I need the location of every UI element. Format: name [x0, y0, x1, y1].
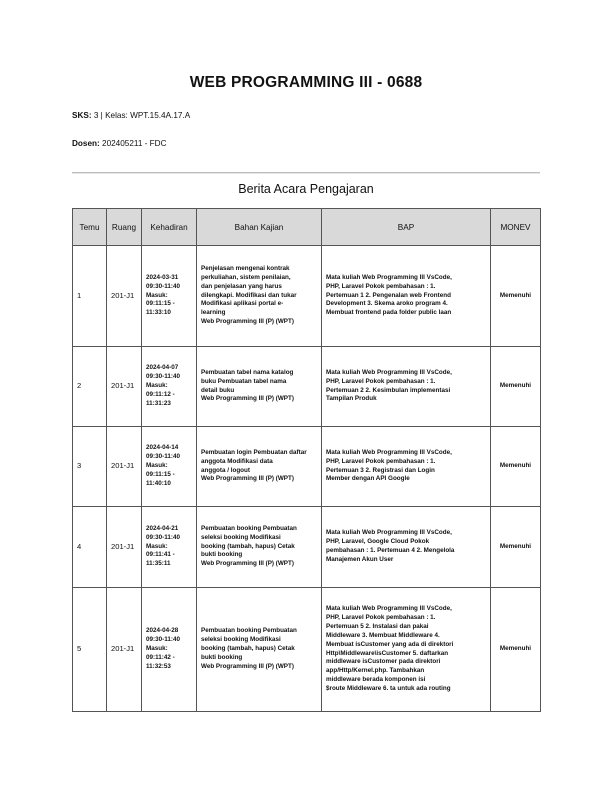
cell-kehadiran-line: Masuk:	[146, 542, 168, 550]
cell-monev: Memenuhi	[491, 588, 541, 712]
cell-bahan-kajian-line: Pembuatan booking Pembuatan	[201, 524, 297, 532]
cell-bap-line: Pertemuan 1 2. Pengenalan web Frontend	[326, 291, 451, 299]
cell-bahan-kajian-line: Pembuatan tabel nama katalog	[201, 368, 294, 376]
cell-bap-line: PHP, Laravel Pokok pembahasan : 1.	[326, 282, 436, 290]
cell-bahan-kajian-line: detail buku	[201, 386, 235, 394]
cell-ruang: 201-J1	[107, 246, 142, 347]
table-row	[73, 427, 541, 507]
cell-kehadiran-line: 2024-03-31	[146, 273, 179, 281]
cell-monev: Memenuhi	[491, 427, 541, 507]
cell-kehadiran-line: 09:30-11:40	[146, 282, 180, 290]
lecturer-info	[72, 139, 167, 148]
cell-bap-line: Tampilan Produk	[326, 395, 377, 403]
cell-bahan-kajian-line: booking (tambah, hapus) Cetak	[201, 542, 295, 550]
cell-bap-line: Mata kuliah Web Programming III VsCode,	[326, 448, 452, 456]
cell-kehadiran-line: Masuk:	[146, 291, 168, 299]
sks-label: SKS:	[72, 111, 92, 120]
cell-bap-line: Mata kuliah Web Programming III VsCode,	[326, 529, 452, 537]
class-info	[72, 111, 190, 120]
cell-bahan-kajian-line: anggota / logout	[201, 466, 250, 474]
cell-bahan-kajian-line: Web Programming III (P) (WPT)	[201, 560, 294, 568]
cell-bahan-kajian-line: Penjelasan mengenai kontrak	[201, 264, 290, 272]
cell-kehadiran-line: 09:30-11:40	[146, 453, 180, 461]
divider	[72, 172, 540, 173]
cell-bahan-kajian-line: Web Programming III (P) (WPT)	[201, 318, 294, 326]
dosen-label: Dosen:	[72, 139, 100, 148]
header-monev: MONEV	[491, 209, 541, 246]
cell-bap-line: Http\Middleware\isCustomer 5. daftarkan	[326, 649, 449, 657]
cell-kehadiran-line: 11:31:23	[146, 399, 171, 407]
cell-kehadiran-line: 09:11:12 -	[146, 390, 175, 398]
cell-temu: 3	[73, 427, 107, 507]
cell-bap	[322, 427, 491, 507]
cell-bap-line: Pertemuan 3 2. Registrasi dan Login	[326, 466, 435, 474]
cell-kehadiran-line: Masuk:	[146, 645, 168, 653]
cell-bap-line: PHP, Laravel Pokok pembahasan : 1.	[326, 613, 436, 621]
cell-kehadiran-line: 09:11:41 -	[146, 551, 175, 559]
header-ruang: Ruang	[107, 209, 142, 246]
section-title: Berita Acara Pengajaran	[238, 182, 374, 196]
table-row	[73, 588, 541, 712]
cell-bahan-kajian-line: dilengkapi. Modifikasi dan tukar	[201, 291, 297, 299]
cell-kehadiran	[142, 347, 197, 427]
cell-bap-line: Membuat frontend pada folder public laan	[326, 309, 452, 317]
cell-kehadiran-line: 11:40:10	[146, 479, 171, 487]
cell-bahan-kajian-line: Web Programming III (P) (WPT)	[201, 475, 294, 483]
cell-monev: Memenuhi	[491, 246, 541, 347]
cell-temu: 5	[73, 588, 107, 712]
cell-kehadiran-line: Masuk:	[146, 462, 168, 470]
cell-bahan-kajian-line: Web Programming III (P) (WPT)	[201, 395, 294, 403]
cell-bap-line: Manajemen Akun User	[326, 555, 394, 563]
cell-monev: Memenuhi	[491, 347, 541, 427]
cell-bap-line: Mata kuliah Web Programming III VsCode,	[326, 273, 452, 281]
cell-bap-line: Pertemuan 5 2. Instalasi dan pakai	[326, 622, 429, 630]
cell-bahan-kajian-line: dan penjelasan yang harus	[201, 282, 282, 290]
cell-bap-line: Pertemuan 2 2. Kesimbulan implementasi	[326, 386, 451, 394]
cell-bahan-kajian-line: seleksi booking Modifikasi	[201, 533, 281, 541]
cell-bahan-kajian-line: perkuliahan, sistem penilaian,	[201, 273, 291, 281]
cell-bahan-kajian-line: buku Pembuatan tabel nama	[201, 377, 287, 385]
cell-kehadiran-line: 11:33:10	[146, 309, 171, 317]
header-bap: BAP	[322, 209, 491, 246]
cell-kehadiran-line: 09:11:42 -	[146, 653, 175, 661]
cell-bahan-kajian	[197, 588, 322, 712]
cell-bap	[322, 347, 491, 427]
cell-bahan-kajian-line: Web Programming III (P) (WPT)	[201, 662, 294, 670]
cell-bahan-kajian-line: bukti booking	[201, 551, 243, 559]
cell-kehadiran-line: Masuk:	[146, 382, 168, 390]
cell-bap-line: PHP, Laravel Pokok pembahasan : 1.	[326, 377, 436, 385]
cell-bap-line: app/Http/Kernel.php. Tambahkan	[326, 667, 425, 675]
cell-kehadiran-line: 09:11:15 -	[146, 300, 175, 308]
cell-kehadiran-line: 2024-04-14	[146, 444, 179, 452]
cell-bap-line: PHP, Laravel Pokok pembahasan : 1.	[326, 457, 436, 465]
cell-bap	[322, 588, 491, 712]
cell-kehadiran	[142, 507, 197, 588]
dosen-value: 202405211 - FDC	[99, 139, 167, 148]
cell-temu: 2	[73, 347, 107, 427]
cell-kehadiran-line: 09:30-11:40	[146, 373, 180, 381]
cell-bap-line: Membuat isCustomer yang ada di direktori	[326, 640, 454, 648]
header-kehadiran: Kehadiran	[142, 209, 197, 246]
cell-bap-line: PHP, Laravel, Google Cloud Pokok	[326, 538, 430, 546]
cell-bahan-kajian-line: Modifikasi aplikasi portal e-	[201, 300, 284, 308]
cell-kehadiran-line: 2024-04-21	[146, 524, 179, 532]
sks-value: 3 | Kelas: WPT.15.4A.17.A	[91, 111, 191, 120]
cell-bahan-kajian-line: bukti booking	[201, 653, 243, 661]
cell-bap-line: $route Middleware 6. ta untuk ada routing	[326, 685, 451, 693]
cell-temu: 4	[73, 507, 107, 588]
cell-bahan-kajian	[197, 427, 322, 507]
cell-bahan-kajian-line: anggota Modifikasi data	[201, 457, 273, 465]
table-row	[73, 246, 541, 347]
cell-bap-line: Member dengan API Google	[326, 475, 410, 483]
cell-bap	[322, 246, 491, 347]
document-title: WEB PROGRAMMING III - 0688	[189, 74, 423, 91]
cell-bahan-kajian	[197, 347, 322, 427]
cell-bap	[322, 507, 491, 588]
cell-kehadiran	[142, 588, 197, 712]
cell-bap-line: Development 3. Skema aroko program 4.	[326, 300, 448, 308]
cell-kehadiran-line: 09:11:15 -	[146, 470, 175, 478]
table-header-row	[73, 209, 541, 246]
cell-kehadiran-line: 11:35:11	[146, 560, 171, 568]
cell-kehadiran-line: 09:30-11:40	[146, 533, 180, 541]
cell-ruang: 201-J1	[107, 347, 142, 427]
cell-bap-line: Mata kuliah Web Programming III VsCode,	[326, 368, 452, 376]
header-bahan-kajian: Bahan Kajian	[197, 209, 322, 246]
cell-kehadiran-line: 2024-04-28	[146, 627, 179, 635]
cell-bap-line: Middleware 3. Membuat Middleware 4.	[326, 631, 440, 639]
cell-bahan-kajian	[197, 507, 322, 588]
header-temu: Temu	[73, 209, 107, 246]
cell-ruang: 201-J1	[107, 427, 142, 507]
cell-kehadiran-line: 2024-04-07	[146, 364, 179, 372]
cell-bahan-kajian-line: Pembuatan booking Pembuatan	[201, 627, 297, 635]
cell-monev: Memenuhi	[491, 507, 541, 588]
cell-bahan-kajian-line: seleksi booking Modifikasi	[201, 636, 281, 644]
table-row	[73, 347, 541, 427]
cell-kehadiran-line: 09:30-11:40	[146, 636, 180, 644]
cell-bahan-kajian-line: learning	[201, 309, 226, 317]
cell-kehadiran-line: 11:32:53	[146, 662, 171, 670]
cell-bahan-kajian-line: booking (tambah, hapus) Cetak	[201, 645, 295, 653]
teaching-report-table	[72, 208, 541, 712]
cell-bap-line: Mata kuliah Web Programming III VsCode,	[326, 604, 452, 612]
cell-ruang: 201-J1	[107, 507, 142, 588]
cell-bahan-kajian-line: Pembuatan login Pembuatan daftar	[201, 448, 307, 456]
cell-bap-line: middleware isCustomer pada direktori	[326, 658, 441, 666]
cell-kehadiran	[142, 427, 197, 507]
cell-bahan-kajian	[197, 246, 322, 347]
cell-ruang: 201-J1	[107, 588, 142, 712]
cell-bap-line: middleware berada komponen isi	[326, 676, 426, 684]
cell-bap-line: pembahasan : 1. Pertemuan 4 2. Mengelola	[326, 547, 455, 554]
table-row	[73, 507, 541, 588]
cell-temu: 1	[73, 246, 107, 347]
cell-kehadiran	[142, 246, 197, 347]
